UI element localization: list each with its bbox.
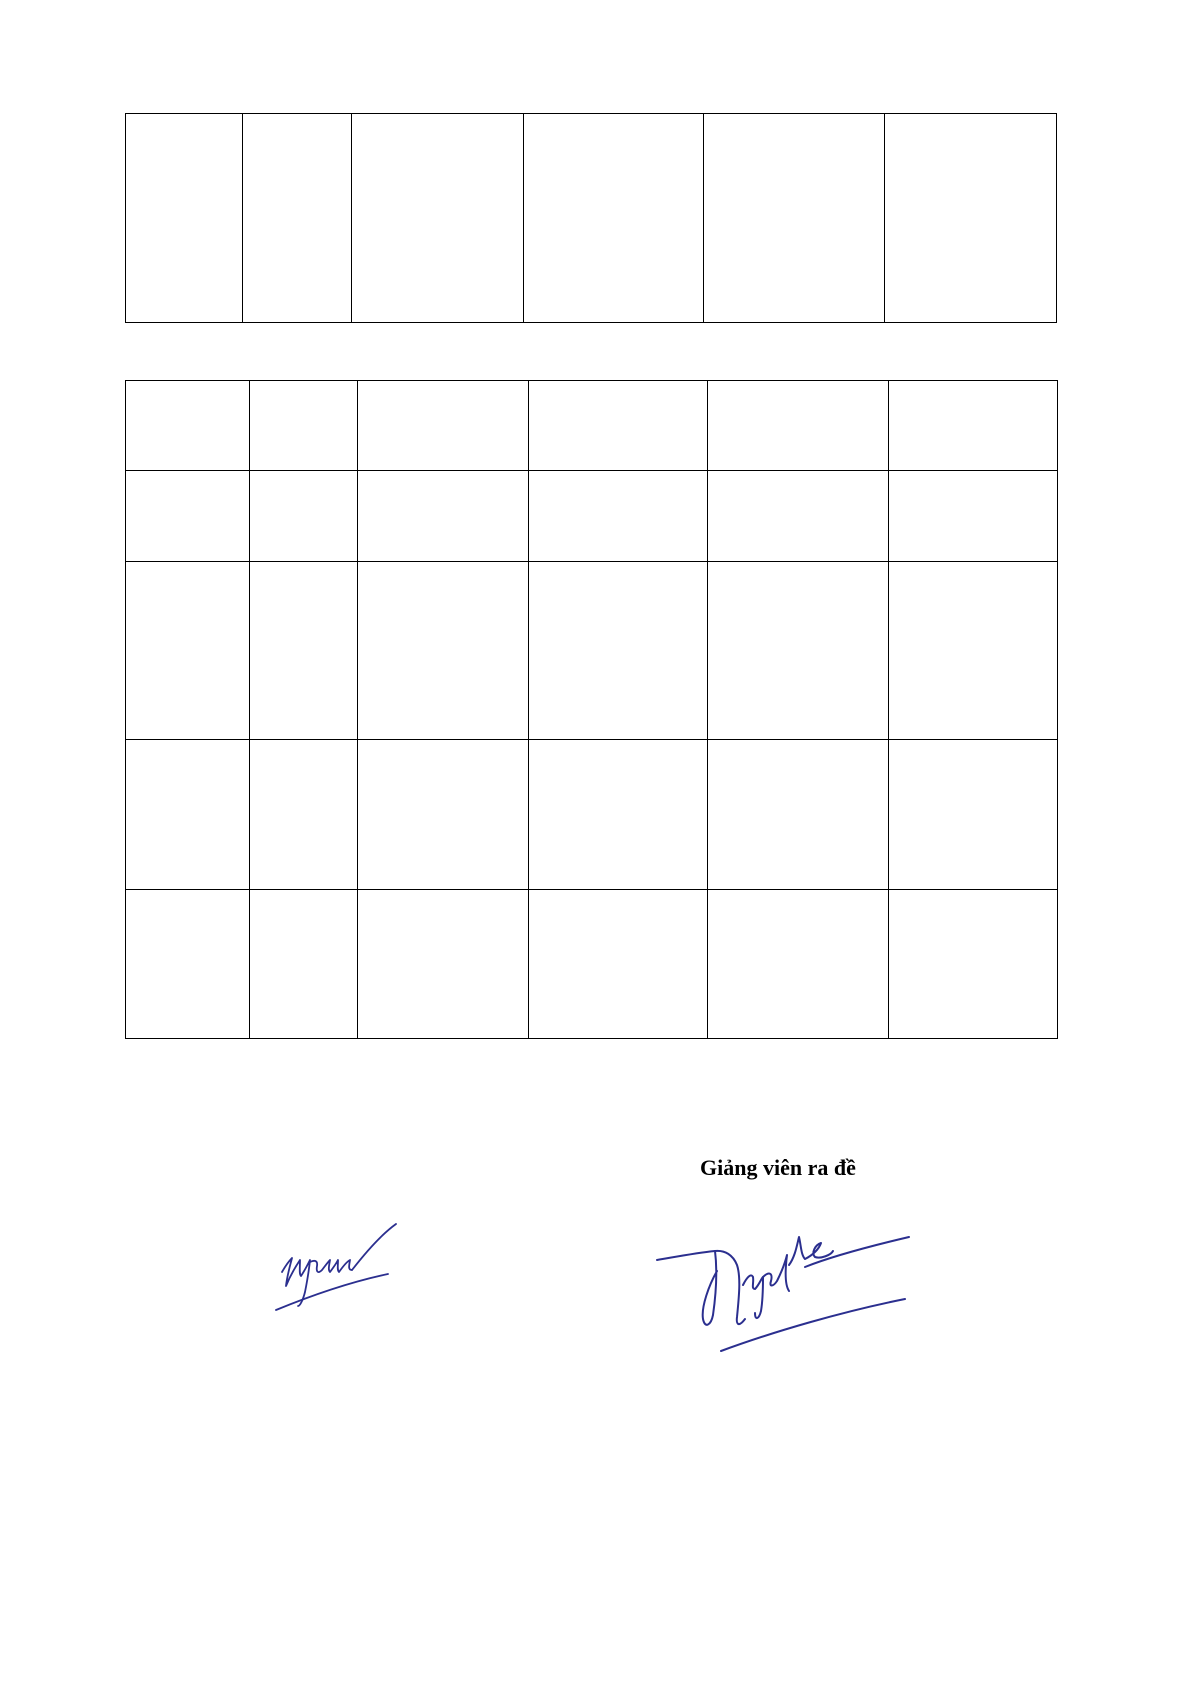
table-cell [243,114,352,323]
table-cell [703,114,884,323]
table-cell [889,890,1058,1039]
table-cell [529,381,708,471]
top-table [125,113,1057,323]
table-cell [529,740,708,890]
table-cell [889,381,1058,471]
table-cell [708,740,889,890]
table-cell [889,562,1058,740]
signer-title: Giảng viên ra đề [700,1155,856,1180]
table-cell [884,114,1056,323]
table-cell [529,471,708,562]
table-cell [250,890,358,1039]
table-cell [524,114,703,323]
right-signature [655,1215,940,1355]
table-cell [126,562,250,740]
table-cell [708,471,889,562]
table-row [126,381,1058,471]
table-cell [250,562,358,740]
table-cell [250,471,358,562]
table-cell [358,890,529,1039]
bottom-table [125,380,1058,1039]
left-signature [270,1210,420,1330]
table-cell [358,562,529,740]
table-cell [529,890,708,1039]
table-cell [889,740,1058,890]
table-row [126,562,1058,740]
table-cell [126,381,250,471]
table-row [126,471,1058,562]
table-cell [126,890,250,1039]
table-row [126,114,1057,323]
table-cell [358,381,529,471]
table-cell [126,740,250,890]
table-cell [250,740,358,890]
table-row [126,740,1058,890]
table-cell [889,471,1058,562]
table-row [126,890,1058,1039]
table-cell [358,471,529,562]
table-cell [126,471,250,562]
table-cell [250,381,358,471]
table-cell [708,890,889,1039]
table-cell [126,114,243,323]
table-cell [358,740,529,890]
table-cell [352,114,524,323]
table-cell [529,562,708,740]
table-cell [708,562,889,740]
table-cell [708,381,889,471]
